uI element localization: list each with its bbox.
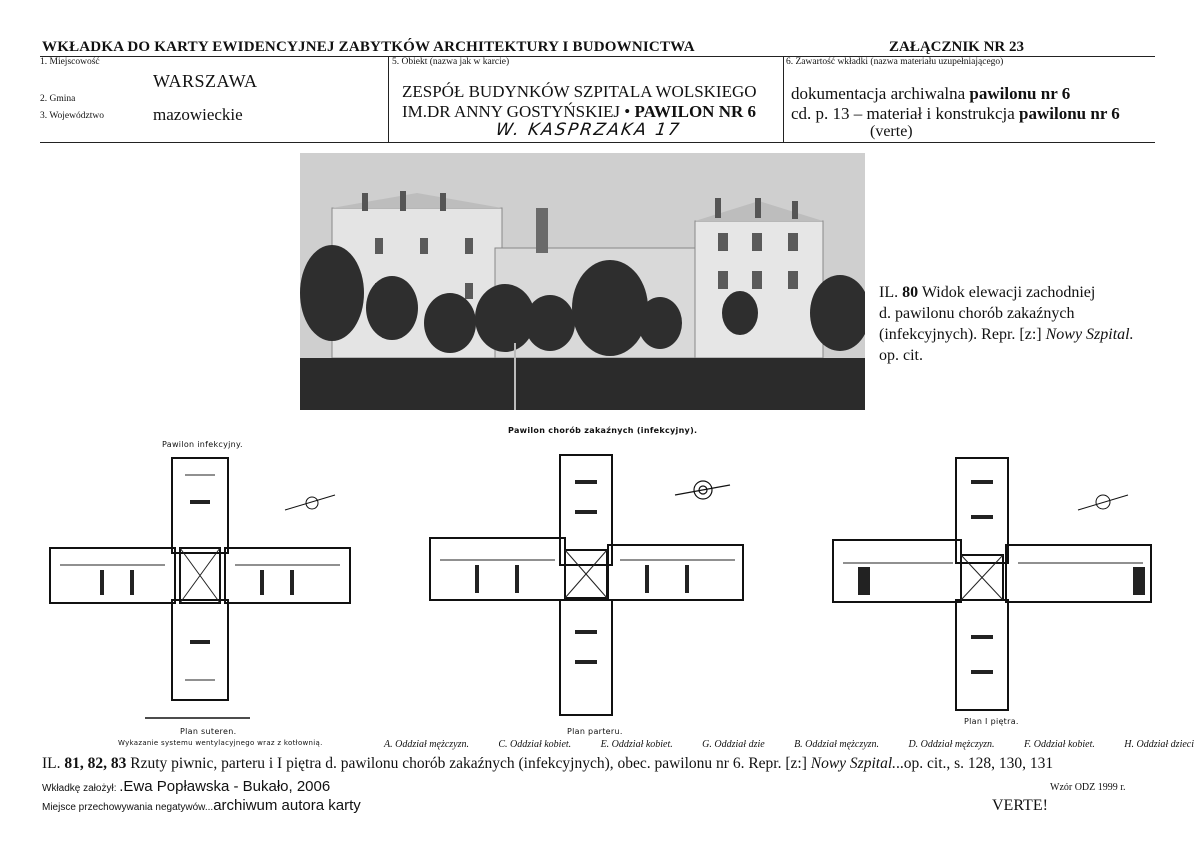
plan-legend (384, 739, 1194, 750)
il-prefix: IL. (42, 755, 65, 772)
object-label: 5. Obiekt (nazwa jak w karcie) (392, 57, 510, 67)
contents-line-2 (791, 104, 1120, 124)
column-divider-2 (783, 56, 784, 142)
founder-value: .Ewa Popławska - Bukało, 2006 (119, 778, 331, 795)
column-divider-1 (388, 56, 389, 142)
object-line-2 (402, 102, 756, 122)
verte-label: VERTE! (992, 797, 1048, 814)
legend-item: B. Oddział mężczyzn. (794, 739, 880, 750)
voivodeship-label: 3. Województwo (40, 111, 104, 121)
contents-line-1-bold: pawilonu nr 6 (969, 84, 1071, 103)
pavilion-photo-drawing (300, 153, 865, 410)
pavilion-photo (300, 153, 865, 410)
negatives-value: archiwum autora karty (213, 797, 361, 814)
legend-item: D. Oddział mężczyzn. (908, 739, 995, 750)
contents-line-1 (791, 84, 1070, 104)
founder-label: Wkładkę założył: (42, 783, 120, 794)
ground-floor-plan-drawing (425, 450, 755, 725)
legend-item: F. Oddział kobiet. (1023, 739, 1095, 750)
photo-caption-line-2: d. pawilonu chorób zakaźnych (879, 305, 1075, 322)
first-floor-plan-subtitle: Plan I piętra. (964, 717, 1019, 726)
locality-label: 1. Miejscowość (40, 57, 100, 67)
basement-plan-note: Wykazanie systemu wentylacyjnego wraz z kotłownią. (118, 739, 323, 747)
contents-line-2-bold: pawilonu nr 6 (1019, 104, 1120, 123)
il-numbers: 81, 82, 83 (64, 755, 127, 772)
founder-line (42, 778, 330, 796)
object-line-1: ZESPÓŁ BUDYNKÓW SZPITALA WOLSKIEGO (402, 82, 757, 101)
pattern-label: Wzór ODZ 1999 r. (1050, 782, 1126, 793)
caption-line-3-text: (infekcyjnych). Repr. [z:] (879, 326, 1046, 343)
il-pages: ..op. cit., s. 128, 130, 131 (896, 755, 1054, 772)
photo-caption-line-1 (879, 282, 1179, 303)
contents-label: 6. Zawartość wkładki (nazwa materiału uzupełniającego) (786, 57, 1004, 67)
contents-line-3: (verte) (870, 123, 913, 140)
basement-plan-subtitle: Plan suteren. (180, 727, 237, 736)
legend-item: G. Oddział dzie (702, 739, 765, 750)
locality-value: WARSZAWA (153, 71, 258, 91)
contents-line-1-text: dokumentacja archiwalna (791, 84, 970, 103)
il-source-title: Nowy Szpital. (810, 755, 897, 772)
center-plan-title: Pawilon chorób zakaźnych (infekcyjny). (508, 426, 698, 435)
ground-floor-plan-subtitle: Plan parteru. (567, 727, 623, 736)
commune-label: 2. Gmina (40, 94, 76, 104)
header-rule-bottom (40, 142, 1155, 143)
caption-line-1-text: Widok elewacji zachodniej (918, 284, 1096, 301)
caption-label: IL. (879, 284, 903, 301)
handwritten-address: W. KASPRZAKA 17 (494, 120, 683, 140)
legend-item: C. Oddział kobiet. (498, 739, 572, 750)
caption-number: 80 (902, 284, 919, 301)
il-text: Rzuty piwnic, parteru i I piętra d. pawilonu chorób zakaźnych (infekcyjnych), obec. pawilonu nr 6. Repr. [z:] (126, 755, 811, 772)
negatives-label: Miejsce przechowywania negatywów... (42, 802, 214, 813)
legend-item: A. Oddział mężczyzn. (384, 739, 469, 750)
illustration-caption (42, 755, 1053, 773)
contents-line-2-text: cd. p. 13 – materiał i konstrukcja (791, 104, 1020, 123)
first-floor-plan-drawing (828, 455, 1163, 720)
caption-source-title: Nowy Szpital. (1045, 326, 1134, 343)
left-plan-title: Pawilon infekcyjny. (162, 440, 243, 449)
basement-plan-drawing (40, 450, 360, 750)
legend-item: E. Oddział kobiet. (600, 739, 673, 750)
photo-caption (879, 282, 1179, 366)
legend-item: H. Oddział dzieci (1124, 739, 1194, 750)
object-pavilion: PAWILON NR 6 (634, 102, 757, 121)
voivodeship-value: mazowieckie (153, 105, 243, 124)
annex-number: ZAŁĄCZNIK NR 23 (889, 39, 1025, 55)
negatives-line (42, 797, 361, 815)
object-line-2-text: IM.DR ANNY GOSTYŃSKIEJ • (402, 102, 635, 121)
document-title: WKŁADKA DO KARTY EWIDENCYJNEJ ZABYTKÓW ARCHITEKTURY I BUDOWNICTWA (42, 39, 695, 55)
photo-caption-line-4: op. cit. (879, 347, 923, 364)
photo-caption-line-3 (879, 324, 1179, 345)
